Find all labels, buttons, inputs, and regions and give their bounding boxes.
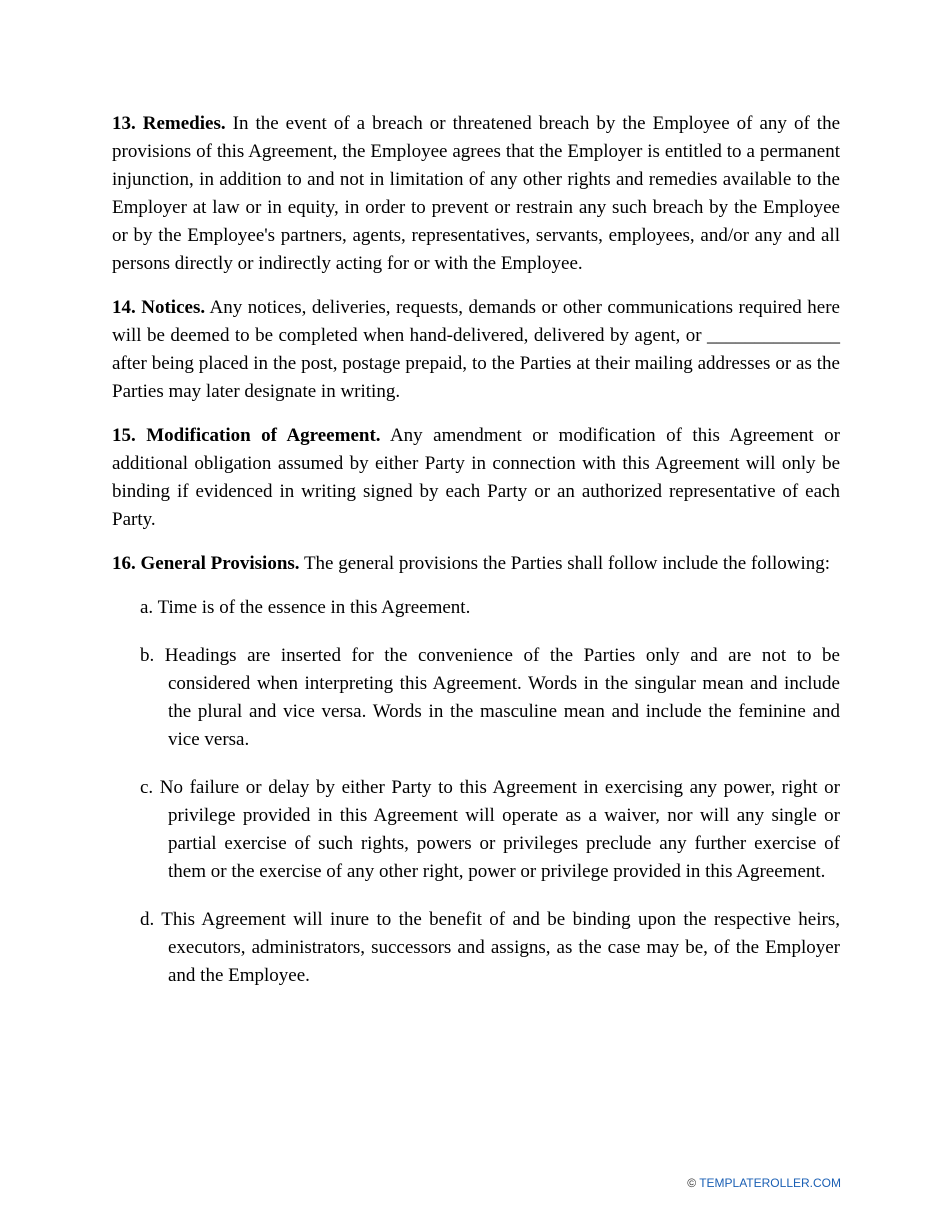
list-item: a. Time is of the essence in this Agreement. — [140, 597, 471, 618]
section-heading: 14. Notices. — [112, 297, 206, 318]
section-heading: 13. Remedies. — [112, 113, 226, 134]
list-item: c. No failure or delay by either Party to this Agreement in exercising any power, right or privilege provided in this Agreement will operate as a waiver, nor will any single or partial exercise of such rights, powers or privileges preclude any further exercise of them or the exercise of any other right, power or privilege provided in this Agreement. — [140, 777, 840, 882]
section-remedies — [112, 110, 840, 278]
section-modification — [112, 422, 840, 534]
section-body: In the event of a breach or threatened breach by the Employee of any of the provisions of this Agreement, the Employee agrees that the Employer is entitled to a permanent injunction, in addition to and not in limitation of any other rights and remedies available to the Employer at law or in equity, in order to prevent or restrain any such breach by the Employee or by the Employee's partners, agents, representatives, servants, employees, and/or any and all persons directly or indirectly acting for or with the Employee. — [112, 113, 840, 274]
section-notices — [112, 294, 840, 406]
section-body: Any amendment or modification of this Agreement or additional obligation assumed by either Party in connection with this Agreement will only be binding if evidenced in writing signed by each Party or an authorized representative of each Party. — [112, 425, 841, 530]
section-body: The general provisions the Parties shall follow include the following: — [299, 553, 831, 574]
list-item: b. Headings are inserted for the convenience of the Parties only and are not to be considered when interpreting this Agreement. Words in the singular mean and include the plural and vice versa. Words in the masculine mean and include the feminine and vice versa. — [140, 645, 840, 750]
footer-credit — [687, 1175, 841, 1191]
copyright-icon: © — [687, 1176, 697, 1190]
provisions-list — [112, 594, 840, 990]
section-body: Any notices, deliveries, requests, demands or other communications required here will be deemed to be completed when hand-delivered, delivered by agent, or ______________ after being placed in the post, postage prepaid, to the Parties at their mailing addresses or as the Parties may later designate in writing. — [112, 297, 840, 402]
section-heading: 16. General Provisions. — [112, 553, 300, 574]
list-item: d. This Agreement will inure to the benefit of and be binding upon the respective heirs, executors, administrators, successors and assigns, as the case may be, of the Employer and the Employee. — [140, 909, 840, 986]
section-heading: 15. Modification of Agreement. — [112, 425, 381, 446]
section-general-provisions — [112, 550, 840, 578]
document-page — [112, 110, 840, 1010]
footer-site-link[interactable]: TEMPLATEROLLER.COM — [699, 1176, 841, 1190]
